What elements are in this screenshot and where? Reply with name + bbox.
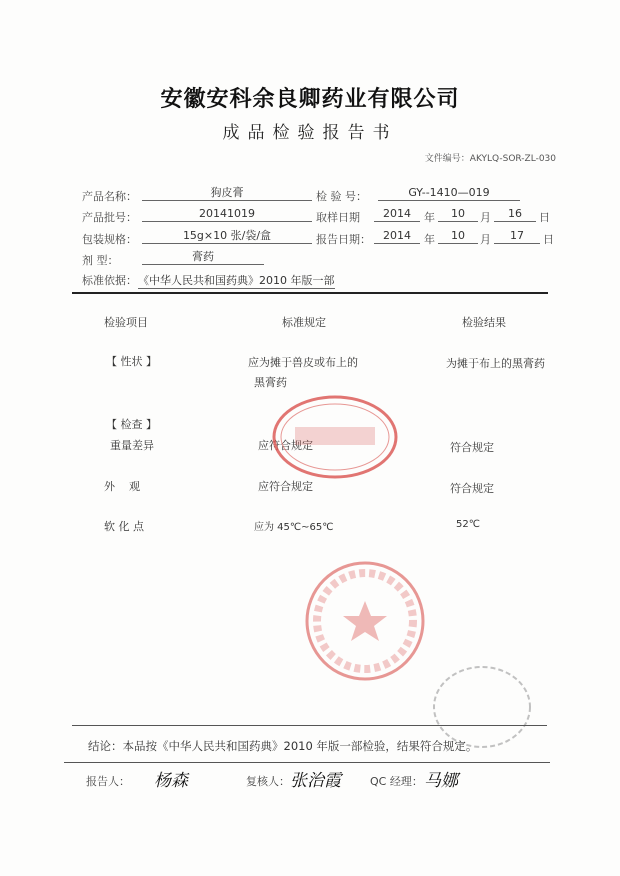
month-unit: 月: [480, 233, 491, 246]
product-name-label: 产品名称：: [82, 190, 137, 203]
sample-day: 16: [494, 207, 536, 222]
row-standard: 应符合规定: [258, 480, 313, 493]
report-month: 10: [438, 229, 478, 244]
row-result: 符合规定: [450, 441, 494, 454]
divider: [64, 762, 550, 763]
header-standard: 标准规定: [282, 316, 326, 329]
qc-signature: 马娜: [424, 771, 458, 791]
pack-spec: 15g×10 张/袋/盒: [142, 229, 312, 244]
day-unit: 日: [543, 233, 554, 246]
qc-label: QC 经理：: [370, 775, 423, 788]
sample-month: 10: [438, 207, 478, 222]
batch-label: 产品批号：: [82, 211, 137, 224]
pack-label: 包装规格：: [82, 233, 137, 246]
row-standard: 应符合规定: [258, 439, 313, 452]
company-name: 安徽安科余良卿药业有限公司: [160, 87, 460, 112]
product-name: 狗皮膏: [142, 186, 312, 201]
form-label: 剂 型：: [82, 254, 119, 267]
report-title: 成品检验报告书: [222, 123, 398, 143]
row-standard-cont: 黑膏药: [254, 376, 287, 389]
test-no-label: 检 验 号：: [316, 190, 367, 203]
row-result: 为摊于布上的黑膏药: [446, 357, 545, 370]
row-item: 软 化 点: [104, 520, 144, 533]
report-day: 17: [494, 229, 540, 244]
reviewer-signature: 张治霞: [290, 771, 341, 791]
reporter-label: 报告人：: [86, 775, 130, 788]
sample-year: 2014: [374, 207, 420, 222]
day-unit: 日: [539, 211, 550, 224]
sample-date-label: 取样日期: [316, 211, 360, 224]
report-year: 2014: [374, 229, 420, 244]
test-no: GY--1410—019: [378, 186, 520, 201]
month-unit: 月: [480, 211, 491, 224]
year-unit: 年: [424, 233, 435, 246]
divider-thick: [72, 292, 548, 294]
file-number: 文件编号：AKYLQ-SOR-ZL-030: [424, 154, 556, 164]
conclusion: 结论：本品按《中华人民共和国药典》2010 年版一部检验，结果符合规定。: [88, 739, 478, 753]
row-item: 外 观: [104, 480, 140, 493]
header-item: 检验项目: [104, 316, 148, 329]
reporter-signature: 杨森: [154, 771, 188, 791]
year-unit: 年: [424, 211, 435, 224]
row-item: 重量差异: [110, 439, 154, 452]
row-standard: 应为 45℃~65℃: [254, 522, 334, 533]
divider: [72, 725, 547, 726]
row-result: 符合规定: [450, 482, 494, 495]
standard-basis: 《中华人民共和国药典》2010 年版一部: [138, 274, 335, 287]
report-date-label: 报告日期：: [316, 233, 371, 246]
inspection-stamp: [270, 392, 400, 482]
row-standard: 应为摊于兽皮或布上的: [248, 356, 358, 369]
row-result: 52℃: [456, 519, 480, 530]
header-result: 检验结果: [462, 316, 506, 329]
company-stamp: [300, 556, 430, 686]
standard-label: 标准依据：: [82, 274, 137, 287]
section-check: 【 检查 】: [106, 418, 157, 431]
reviewer-label: 复核人：: [246, 775, 290, 788]
batch-number: 20141019: [142, 207, 312, 222]
section-appearance: 【 性状 】: [106, 355, 157, 368]
dosage-form: 膏药: [142, 250, 264, 265]
